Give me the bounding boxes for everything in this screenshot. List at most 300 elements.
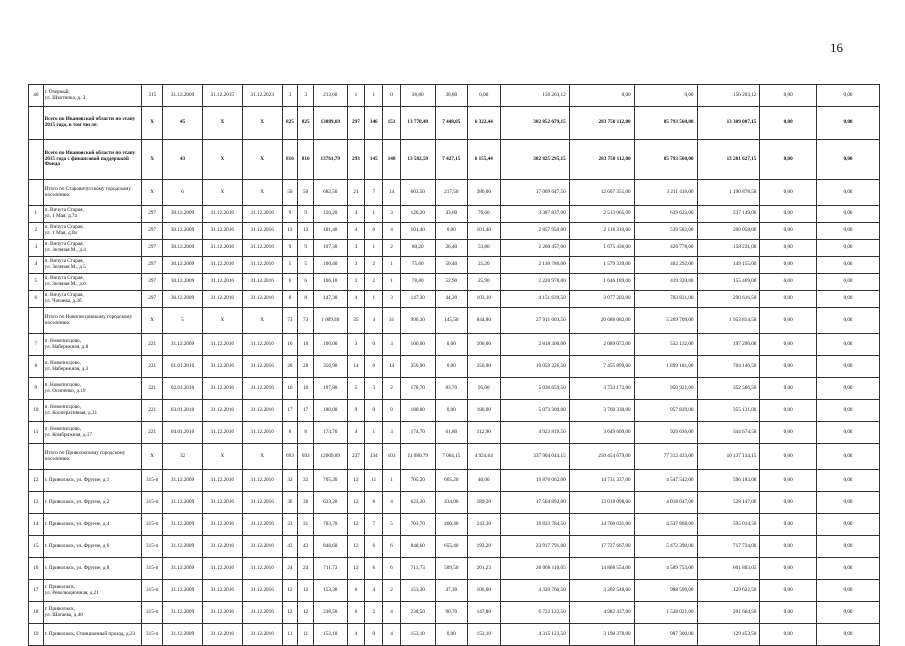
table-cell: 315-п <box>142 624 163 646</box>
table-cell: г. Приволжск, ул. Фрунзе, д.8 <box>43 558 142 580</box>
table-cell: 1 <box>347 85 365 107</box>
table-cell: 0,00 <box>816 624 879 646</box>
table-cell: 0,00 <box>760 444 817 470</box>
table-cell: 7 455 899,00 <box>569 356 634 378</box>
table-cell: 7 <box>29 334 44 356</box>
table-cell: 14 868 554,00 <box>569 558 634 580</box>
table-cell: 28 <box>282 356 298 378</box>
table-cell <box>29 140 44 180</box>
table-cell: 2 513 065,00 <box>569 206 634 223</box>
table-cell: 31.12.2009 <box>163 624 203 646</box>
table-row <box>29 602 880 624</box>
table-cell: 4 <box>365 580 383 602</box>
table-cell: 147,80 <box>468 602 500 624</box>
table-cell: 0,00 <box>760 356 817 378</box>
table-cell: 148 <box>383 140 401 180</box>
table-cell: 402 292,00 <box>634 257 697 274</box>
table-cell: 213,60 <box>314 85 348 107</box>
table-cell: 9 <box>383 400 401 422</box>
table-cell: 100,40 <box>314 257 348 274</box>
table-cell: 53,80 <box>468 240 500 257</box>
table-cell: 20 688 082,00 <box>569 308 634 334</box>
table-cell: 0,00 <box>435 400 467 422</box>
table-cell: 50 <box>282 180 298 206</box>
table-cell: 3 211 418,00 <box>634 180 697 206</box>
table-cell: 100,00 <box>314 334 348 356</box>
table-cell: 0,00 <box>816 356 879 378</box>
table-cell: 35 <box>347 308 365 334</box>
table-cell: 31.12.2016 <box>202 257 242 274</box>
table-cell: 3 <box>383 206 401 223</box>
table-cell: 10 <box>29 400 44 422</box>
table-cell: 0 <box>365 334 383 356</box>
table-cell: 315-п <box>142 558 163 580</box>
table-cell: 0,00 <box>816 492 879 514</box>
table-cell: 1 <box>383 257 401 274</box>
table-cell: 9 <box>282 240 298 257</box>
table-cell <box>29 444 44 470</box>
table-row <box>29 558 880 580</box>
table-cell: 13 770,49 <box>400 107 435 140</box>
table-cell: X <box>242 140 282 180</box>
table-cell: 987 300,00 <box>634 624 697 646</box>
table-cell: 50,40 <box>435 257 467 274</box>
table-cell: 2 <box>365 602 383 624</box>
table-cell: 101,40 <box>400 223 435 240</box>
table-cell: 0,00 <box>760 180 817 206</box>
table-cell: п. Новописцово, ул. Осипенко, д.19 <box>43 378 142 400</box>
table-cell: 156 203,12 <box>697 85 760 107</box>
table-cell: 31.12.2016 <box>242 257 282 274</box>
table-cell: 595 014,50 <box>697 514 760 536</box>
table-cell: 3 <box>347 240 365 257</box>
table-cell: 101,40 <box>314 223 348 240</box>
table-cell: 3 <box>383 334 401 356</box>
table-cell: 0,00 <box>435 334 467 356</box>
table-cell: 13 <box>298 223 314 240</box>
table-cell: 145,50 <box>435 308 467 334</box>
table-cell: 4 315 123,50 <box>500 624 569 646</box>
table-cell: 0,00 <box>816 334 879 356</box>
table-cell: 12 <box>298 580 314 602</box>
table-cell: 17 <box>298 400 314 422</box>
table-cell: 0,00 <box>816 444 879 470</box>
table-cell: 703,70 <box>400 514 435 536</box>
table-cell: п. Вичуга Старая, ул. Зеленая М., д.6 <box>43 274 142 291</box>
table-cell: 193,20 <box>468 536 500 558</box>
table-cell: 13 018 098,00 <box>569 492 634 514</box>
table-cell: 0,00 <box>816 206 879 223</box>
table-cell: 0,00 <box>760 274 817 291</box>
table-cell: 0 <box>383 85 401 107</box>
table-cell: 1 190 878,50 <box>697 180 760 206</box>
table-cell: 31.12.2016 <box>242 378 282 400</box>
table-cell: 221 <box>142 334 163 356</box>
table-cell: 17 564 892,00 <box>500 492 569 514</box>
table-cell: 31.12.2016 <box>202 274 242 291</box>
table-cell: 1 899 181,00 <box>634 356 697 378</box>
table-cell: 0,00 <box>760 470 817 492</box>
table-cell: 783 831,00 <box>634 291 697 308</box>
table-cell: 32 <box>282 470 298 492</box>
table-cell: 221 <box>142 400 163 422</box>
table-cell: 10 059 226,50 <box>500 356 569 378</box>
table-cell: 0,00 <box>569 85 634 107</box>
table-cell: 134 <box>365 444 383 470</box>
table-cell: 31.12.2016 <box>202 602 242 624</box>
table-cell: 12009,89 <box>314 444 348 470</box>
table-cell: 4 <box>383 223 401 240</box>
table-cell: 816 <box>298 140 314 180</box>
table-cell: 344 674,50 <box>697 422 760 444</box>
table-cell: 3 <box>29 240 44 257</box>
table-cell: 112,90 <box>468 422 500 444</box>
table-cell: г. Приволжск, ул. Фрунзе, д.2 <box>43 492 142 514</box>
table-row <box>29 400 880 422</box>
table-cell: 1 <box>365 206 383 223</box>
table-cell: г. Приволжск, Станционный проезд, д.23 <box>43 624 142 646</box>
table-cell: 46 <box>29 85 44 107</box>
table-cell: 17 <box>29 580 44 602</box>
table-cell: 7 427,15 <box>435 140 467 180</box>
table-cell <box>29 308 44 334</box>
table-cell: 31.12.2016 <box>242 400 282 422</box>
table-cell: 6 <box>383 558 401 580</box>
table-cell: 5 073 300,00 <box>500 400 569 422</box>
table-cell: 297 <box>347 107 365 140</box>
table-cell: X <box>142 308 163 334</box>
table-cell: 4 924,64 <box>468 444 500 470</box>
table-cell: 73 <box>298 308 314 334</box>
table-cell: 382 825 295,15 <box>500 140 569 180</box>
table-cell: 31.12.2016 <box>202 580 242 602</box>
table-cell: Всего по Ивановской области по этапу 2015 года с финансовой поддержкой Фонда <box>43 140 142 180</box>
table-cell: 31.12.2016 <box>242 422 282 444</box>
table-cell: 1 <box>365 85 383 107</box>
table-cell: 639 623,00 <box>634 206 697 223</box>
table-cell: 45 <box>163 107 203 140</box>
table-cell: 6 <box>365 558 383 580</box>
table-cell: 6 <box>383 536 401 558</box>
table-cell: 153,10 <box>468 624 500 646</box>
table-cell: 9 <box>29 378 44 400</box>
table-cell: 201 664,50 <box>697 602 760 624</box>
table-cell: 705,20 <box>314 470 348 492</box>
table-cell: 0,00 <box>816 580 879 602</box>
table-cell: 90,70 <box>435 602 467 624</box>
table-cell: 0,00 <box>760 580 817 602</box>
table-cell: 2 <box>365 257 383 274</box>
table-cell: 0,00 <box>816 257 879 274</box>
table-cell: 149 155,00 <box>697 257 760 274</box>
table-cell: 31.12.2009 <box>163 334 203 356</box>
table-cell: 1 009,40 <box>314 308 348 334</box>
table-cell: 315-п <box>142 602 163 624</box>
table-cell: X <box>242 308 282 334</box>
table-cell: 0,00 <box>760 240 817 257</box>
table-cell: 18 <box>29 602 44 624</box>
table-cell: 0,00 <box>816 470 879 492</box>
table-cell: 3 <box>298 85 314 107</box>
table-cell: 36 <box>298 492 314 514</box>
table-cell: 0 <box>365 400 383 422</box>
table-cell: 12 <box>347 536 365 558</box>
table-cell: 61,80 <box>435 422 467 444</box>
table-cell: 0,00 <box>760 514 817 536</box>
table-cell: 3 077 203,00 <box>569 291 634 308</box>
table-cell: 2 130 786,00 <box>500 257 569 274</box>
table-cell: Итого по Новописцовскому городскому поселению: <box>43 308 142 334</box>
table-cell: 0,00 <box>760 422 817 444</box>
table-cell: 25,20 <box>468 257 500 274</box>
table-cell: 2 <box>383 240 401 257</box>
table-cell: 31.12.2009 <box>163 580 203 602</box>
table-cell: Всего по Ивановской области по этапу 2015 года, в том числе: <box>43 107 142 140</box>
table-cell: 460,40 <box>435 514 467 536</box>
table-cell: 107,30 <box>314 240 348 257</box>
table-cell: 1 <box>365 291 383 308</box>
table-cell: 85 793 560,00 <box>634 140 697 180</box>
table-cell: 950 921,00 <box>634 378 697 400</box>
table-cell: 36,80 <box>435 85 467 107</box>
table-cell: 2 <box>383 580 401 602</box>
table-cell: 3 <box>347 334 365 356</box>
table-cell: 106,10 <box>314 274 348 291</box>
table-cell: 315 <box>142 85 163 107</box>
table-cell: 4 <box>383 602 401 624</box>
table-cell: 5 <box>347 378 365 400</box>
table-cell: п. Новописцово, ул. Комбрижная, д.17 <box>43 422 142 444</box>
table-cell: X <box>142 107 163 140</box>
table-cell: 0,00 <box>760 624 817 646</box>
table-cell: 4 923 819,50 <box>500 422 569 444</box>
table-cell: 601 803,05 <box>697 558 760 580</box>
page-number: 16 <box>830 40 843 55</box>
table-cell: 100,00 <box>468 334 500 356</box>
table-cell: 158 231,00 <box>697 240 760 257</box>
table-cell: 221 <box>142 422 163 444</box>
table-cell: 31.12.2016 <box>202 558 242 580</box>
table-cell: 23 917 791,00 <box>500 536 569 558</box>
table-cell: 5 <box>29 274 44 291</box>
table-row <box>29 85 880 107</box>
table-cell: 10 <box>298 334 314 356</box>
table-cell: 0,00 <box>816 536 879 558</box>
table-cell: 5 036 659,50 <box>500 378 569 400</box>
table-cell: 4 <box>347 223 365 240</box>
table-cell: 129 453,50 <box>697 624 760 646</box>
table-cell: 297 <box>142 206 163 223</box>
table-cell: 0,00 <box>760 308 817 334</box>
table-cell: 12 607 351,00 <box>569 180 634 206</box>
table-cell: 2 <box>365 274 383 291</box>
table-cell: 10 <box>298 378 314 400</box>
table-cell: 0,00 <box>435 356 467 378</box>
table-cell: 11 980,79 <box>400 444 435 470</box>
table-cell: 180,00 <box>400 400 435 422</box>
table-cell: 0,00 <box>760 558 817 580</box>
table-cell: 178,70 <box>400 378 435 400</box>
table-cell: 6 <box>347 580 365 602</box>
table-cell: X <box>142 140 163 180</box>
table-cell: 43 <box>163 140 203 180</box>
table-cell: 6 <box>282 274 298 291</box>
table-total-row <box>29 308 880 334</box>
table-cell: 693 <box>298 444 314 470</box>
table-cell: 705,20 <box>400 470 435 492</box>
table-cell: 0,00 <box>760 206 817 223</box>
table-cell: 189,20 <box>468 492 500 514</box>
table-cell: 5 <box>383 514 401 536</box>
table-cell: 9 <box>298 240 314 257</box>
table-cell: 1 <box>365 422 383 444</box>
table-row <box>29 378 880 400</box>
table-cell: 4 <box>347 422 365 444</box>
table-cell: п. Вичуга Старая, ул. 1 Мая, д.8а <box>43 223 142 240</box>
table-row <box>29 274 880 291</box>
table-cell: 237 149,00 <box>697 206 760 223</box>
table-cell: 356,90 <box>400 356 435 378</box>
table-cell: 31.12.2016 <box>242 274 282 291</box>
table-cell: г. Приволжск, ул. Фрунзе, д.6 <box>43 536 142 558</box>
table-cell: 711,73 <box>400 558 435 580</box>
table-total-row <box>29 180 880 206</box>
table-cell: 3 <box>365 378 383 400</box>
table-cell: 10 <box>282 378 298 400</box>
table-cell: 4 <box>347 291 365 308</box>
table-cell: 10 <box>282 334 298 356</box>
table-cell: 31.12.2016 <box>242 580 282 602</box>
table-cell: 147,30 <box>400 291 435 308</box>
table-cell: 1 <box>29 206 44 223</box>
table-cell: 14 <box>347 356 365 378</box>
table-cell: 1 <box>365 240 383 257</box>
table-cell: 7 064,15 <box>435 444 467 470</box>
table-cell: 31.12.2016 <box>202 356 242 378</box>
table-cell: 4 982 437,00 <box>569 602 634 624</box>
table-cell: 509,50 <box>435 558 467 580</box>
table-cell: 32 <box>163 444 203 470</box>
table-cell: 153,10 <box>314 624 348 646</box>
table-cell: 4 <box>365 308 383 334</box>
table-cell: 19 876 062,00 <box>500 470 569 492</box>
table-cell: 180,00 <box>314 400 348 422</box>
table-cell: 43 <box>298 536 314 558</box>
table-cell: 31 <box>298 514 314 536</box>
table-cell: 6 <box>365 536 383 558</box>
table-cell: 36,80 <box>400 85 435 107</box>
table-cell: 0,00 <box>760 602 817 624</box>
table-cell: 12 <box>347 514 365 536</box>
table-cell: 100,00 <box>400 334 435 356</box>
table-cell: 30.12.2009 <box>163 257 203 274</box>
table-cell: 7 <box>365 514 383 536</box>
table-cell: 11 <box>29 422 44 444</box>
table-cell: 31.12.2016 <box>202 470 242 492</box>
table-cell: 31.12.2016 <box>242 492 282 514</box>
table-cell: 31.12.2016 <box>202 514 242 536</box>
table-cell: 315-п <box>142 492 163 514</box>
table-cell: 0,00 <box>634 85 697 107</box>
table-cell: 0,00 <box>816 180 879 206</box>
table-cell: 30.12.2009 <box>163 274 203 291</box>
table-cell: 31.12.2016 <box>242 223 282 240</box>
table-cell: 73 <box>282 308 298 334</box>
table-cell: 80,20 <box>400 240 435 257</box>
table-cell: 704 146,50 <box>697 356 760 378</box>
table-cell: 31.12.2016 <box>242 470 282 492</box>
table-cell: 12 <box>298 602 314 624</box>
table-cell: 596 183,00 <box>697 470 760 492</box>
table-cell: 297 <box>142 240 163 257</box>
table-cell: 9 <box>282 206 298 223</box>
table-cell: 14 <box>29 514 44 536</box>
table-cell: 31.12.2009 <box>163 514 203 536</box>
table-cell: 0,00 <box>468 85 500 107</box>
table-cell: 717 734,00 <box>697 536 760 558</box>
table-cell: 0 <box>365 356 383 378</box>
table-cell: 200 058,00 <box>697 223 760 240</box>
table-cell: 31.12.2016 <box>202 334 242 356</box>
table-cell: 30.12.2009 <box>163 223 203 240</box>
table-cell: 221 <box>142 356 163 378</box>
table-cell: 21 <box>347 180 365 206</box>
table-cell: 8 <box>365 492 383 514</box>
table-cell: 32 <box>298 470 314 492</box>
table-cell: 31.12.2016 <box>202 378 242 400</box>
table-cell: 0,00 <box>816 422 879 444</box>
table-cell: 16 <box>29 558 44 580</box>
table-cell: 153,30 <box>400 580 435 602</box>
table-cell: 78,80 <box>400 274 435 291</box>
table-cell: 11 <box>298 624 314 646</box>
table-cell: 825 <box>298 107 314 140</box>
table-cell: 11 <box>282 624 298 646</box>
table-total-row <box>29 140 880 180</box>
table-cell: п. Вичуга Старая, ул. Зеленая М., д.4 <box>43 240 142 257</box>
table-cell: 4 537 868,00 <box>634 514 697 536</box>
table-cell: 02.01.2010 <box>163 378 203 400</box>
table-cell: 283 750 112,00 <box>569 107 634 140</box>
table-cell: 0,00 <box>760 492 817 514</box>
table-cell: 603,50 <box>400 180 435 206</box>
table-cell: 0,00 <box>816 140 879 180</box>
table-cell: 386,00 <box>468 180 500 206</box>
table-cell: 929 636,00 <box>634 422 697 444</box>
table-cell: 12 <box>282 580 298 602</box>
table-cell: 31.12.2016 <box>202 291 242 308</box>
table-cell: 0,00 <box>760 107 817 140</box>
table-cell: 31.12.2016 <box>202 536 242 558</box>
table-cell: X <box>202 107 242 140</box>
table-cell: 2 118 319,00 <box>569 223 634 240</box>
table-cell: 4 <box>29 257 44 274</box>
table-cell: 0,00 <box>760 223 817 240</box>
table-cell: 297 <box>142 291 163 308</box>
table-cell: 0,00 <box>816 107 879 140</box>
table-cell: 31.12.2016 <box>202 400 242 422</box>
table-cell: 6 155,44 <box>468 140 500 180</box>
table-cell: 30.12.2009 <box>163 240 203 257</box>
table-cell <box>29 107 44 140</box>
table-cell: 6 <box>29 291 44 308</box>
table-cell: 83,70 <box>435 378 467 400</box>
table-cell: 47,30 <box>435 580 467 602</box>
table-cell: 3 387 837,00 <box>500 206 569 223</box>
table-cell: 4 <box>347 206 365 223</box>
table-cell: 4 320 760,50 <box>500 580 569 602</box>
table-cell: 243,30 <box>468 514 500 536</box>
